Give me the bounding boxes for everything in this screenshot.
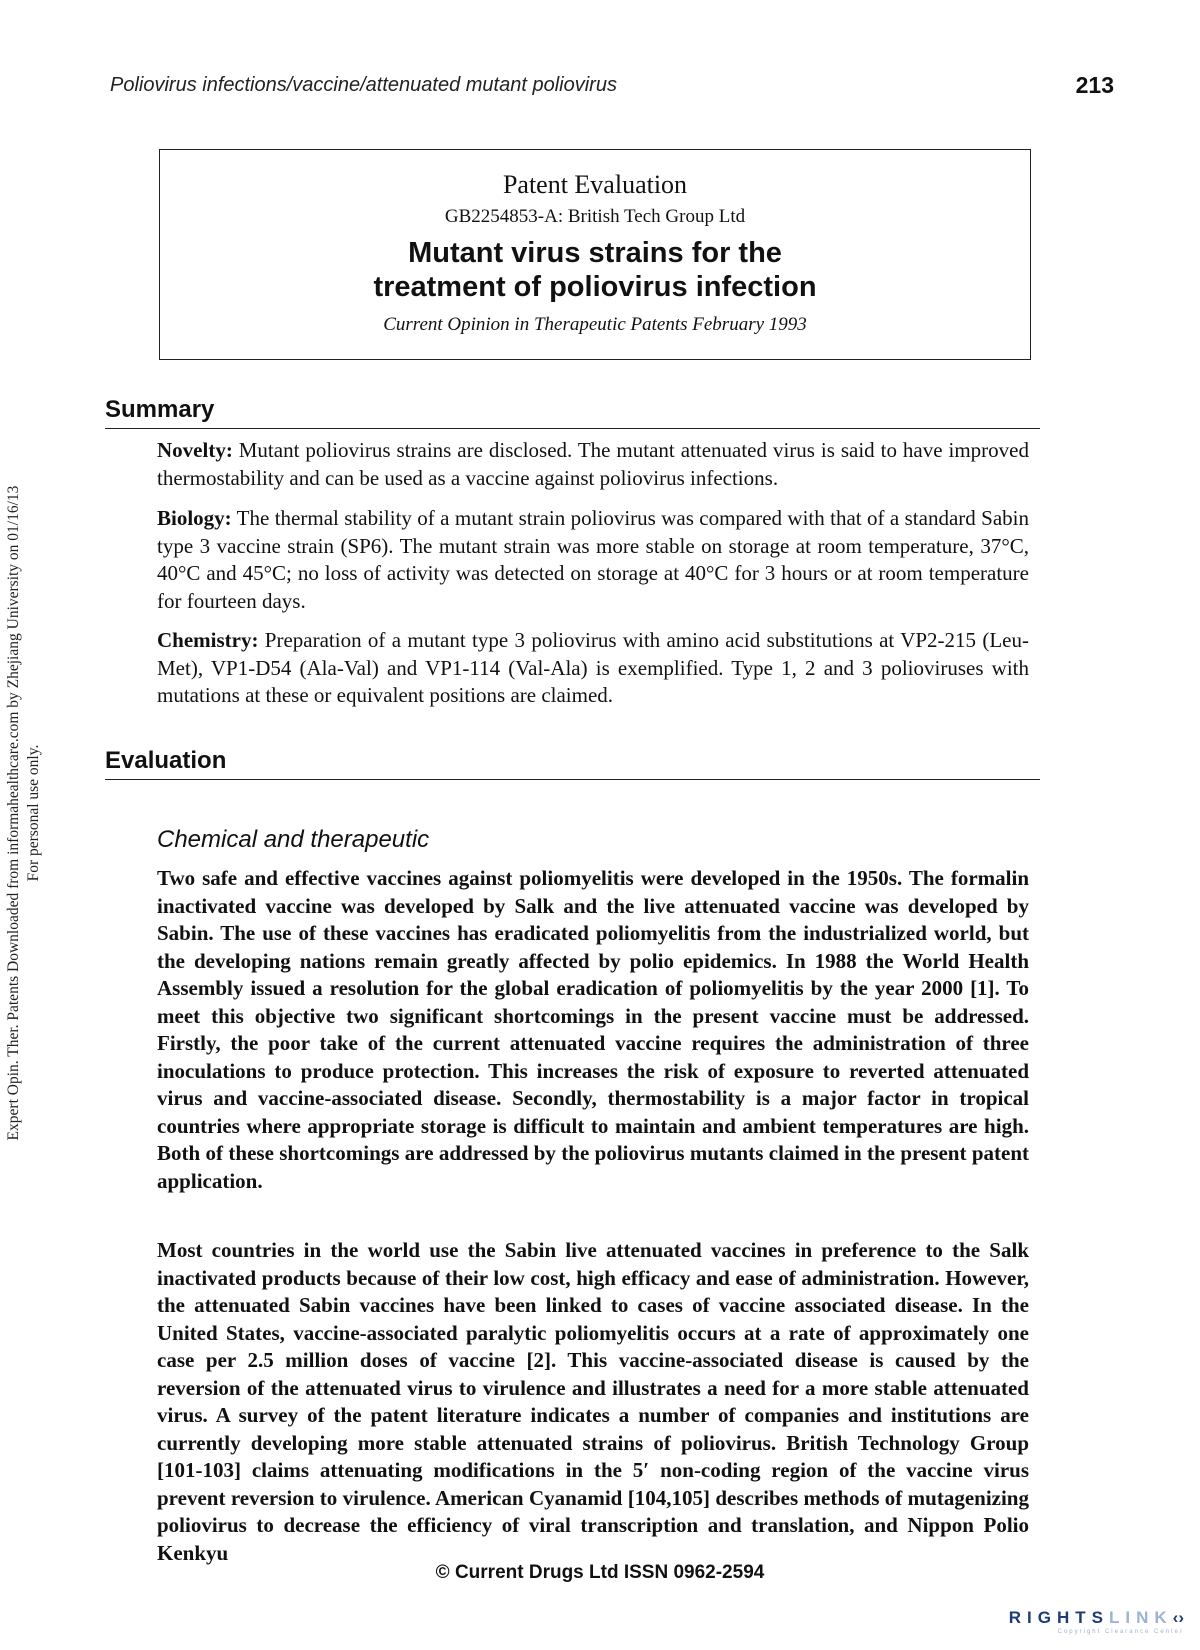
running-title: Poliovirus infections/vaccine/attenuated mutant poliovirus [110, 74, 617, 96]
download-watermark-line2: For personal use only. [25, 744, 42, 882]
chemistry-paragraph [157, 627, 1029, 710]
chemistry-label: Chemistry: [157, 628, 259, 652]
download-watermark-line1: Expert Opin. Ther. Patents Downloaded from informahealthcare.com by Zhejiang University on 01/16/13 [5, 485, 22, 1141]
box-label: Patent Evaluation [502, 170, 688, 199]
article-title [160, 236, 1030, 304]
article-title-line1: Mutant virus strains for the [408, 237, 782, 269]
journal-source: Current Opinion in Therapeutic Patents February 1993 [383, 314, 807, 335]
biology-paragraph [157, 505, 1029, 615]
rightslink-subtitle: Copyright Clearance Center [1057, 1629, 1184, 1635]
rightslink-arrows-icon: ‹› [1172, 1608, 1184, 1627]
summary-heading: Summary [105, 396, 1040, 429]
rightslink-logo[interactable] [1009, 1608, 1184, 1635]
biology-label: Biology: [157, 506, 232, 530]
chemistry-text: Preparation of a mutant type 3 poliovirus with amino acid substitutions at VP2-215 (Leu-Met), VP1-D54 (Ala-Val) and VP1-114 (Val-Ala) is exemplified. Type 1, 2 and 3 polioviruses with mutations at these or equivalent positions are claimed. [157, 628, 1029, 707]
evaluation-paragraph-2: Most countries in the world use the Sabin live attenuated vaccines in preference to the Salk inactivated products because of their low cost, high efficacy and ease of administration. However, the attenuated Sabin vaccines have been linked to cases of vaccine associated disease. In the United States, vaccine-associated paralytic poliomyelitis occurs at a rate of approximately one case per 2.5 million doses of vaccine [2]. This vaccine-associated disease is caused by the reversion of the attenuated virus to virulence and illustrates a need for a more stable attenuated virus. A survey of the patent literature indicates a number of companies and institutions are currently developing more stable attenuated strains of poliovirus. British Technology Group [101-103] claims attenuating modifications in the 5′ non-coding region of the vaccine virus prevent reversion to virulence. American Cyanamid [104,105] describes methods of mutagenizing poliovirus to decrease the efficiency of viral transcription and translation, and Nippon Polio Kenkyu [157, 1238, 1029, 1565]
novelty-paragraph [157, 437, 1029, 492]
rightslink-light-text: LINK [1109, 1608, 1173, 1627]
copyright-line: © Current Drugs Ltd ISSN 0962-2594 [435, 1562, 765, 1583]
patent-number: GB2254853-A: British Tech Group Ltd [444, 206, 746, 227]
biology-text: The thermal stability of a mutant strain poliovirus was compared with that of a standard Sabin type 3 vaccine strain (SP6). The mutant strain was more stable on storage at room temperature, 37°C, 40°C and 45°C; no loss of activity was detected on storage at 40°C for 3 hours or at room temperature for fourteen days. [157, 506, 1029, 613]
evaluation-heading: Evaluation [105, 747, 1040, 780]
patent-evaluation-box [159, 149, 1031, 360]
rightslink-dark-text: RIGHTS [1008, 1608, 1109, 1627]
download-watermark [4, 433, 44, 1193]
page-number: 213 [1075, 72, 1114, 98]
chemical-therapeutic-subheading: Chemical and therapeutic [157, 826, 430, 853]
rightslink-wordmark [1009, 1608, 1184, 1628]
article-title-line2: treatment of poliovirus infection [373, 271, 817, 303]
evaluation-paragraph-1: Two safe and effective vaccines against poliomyelitis were developed in the 1950s. The formalin inactivated vaccine was developed by Salk and the live attenuated vaccine was developed by Sabin. The use of these vaccines has eradicated poliomyelitis from the industrialized world, but the developing nations remain greatly affected by polio epidemics. In 1988 the World Health Assembly issued a resolution for the global eradication of poliomyelitis by the year 2000 [1]. To meet this objective two significant shortcomings in the present vaccine must be addressed. Firstly, the poor take of the current attenuated vaccine requires the administration of three inoculations to produce protection. This increases the risk of exposure to reverted attenuated virus and vaccine-associated disease. Secondly, thermostability is a major factor in tropical countries where appropriate storage is difficult to maintain and ambient temperatures are high. Both of these shortcomings are addressed by the poliovirus mutants claimed in the present patent application. [157, 866, 1029, 1193]
novelty-text: Mutant poliovirus strains are disclosed. The mutant attenuated virus is said to have improved thermostability and can be used as a vaccine against poliovirus infections. [157, 438, 1029, 490]
novelty-label: Novelty: [157, 438, 233, 462]
